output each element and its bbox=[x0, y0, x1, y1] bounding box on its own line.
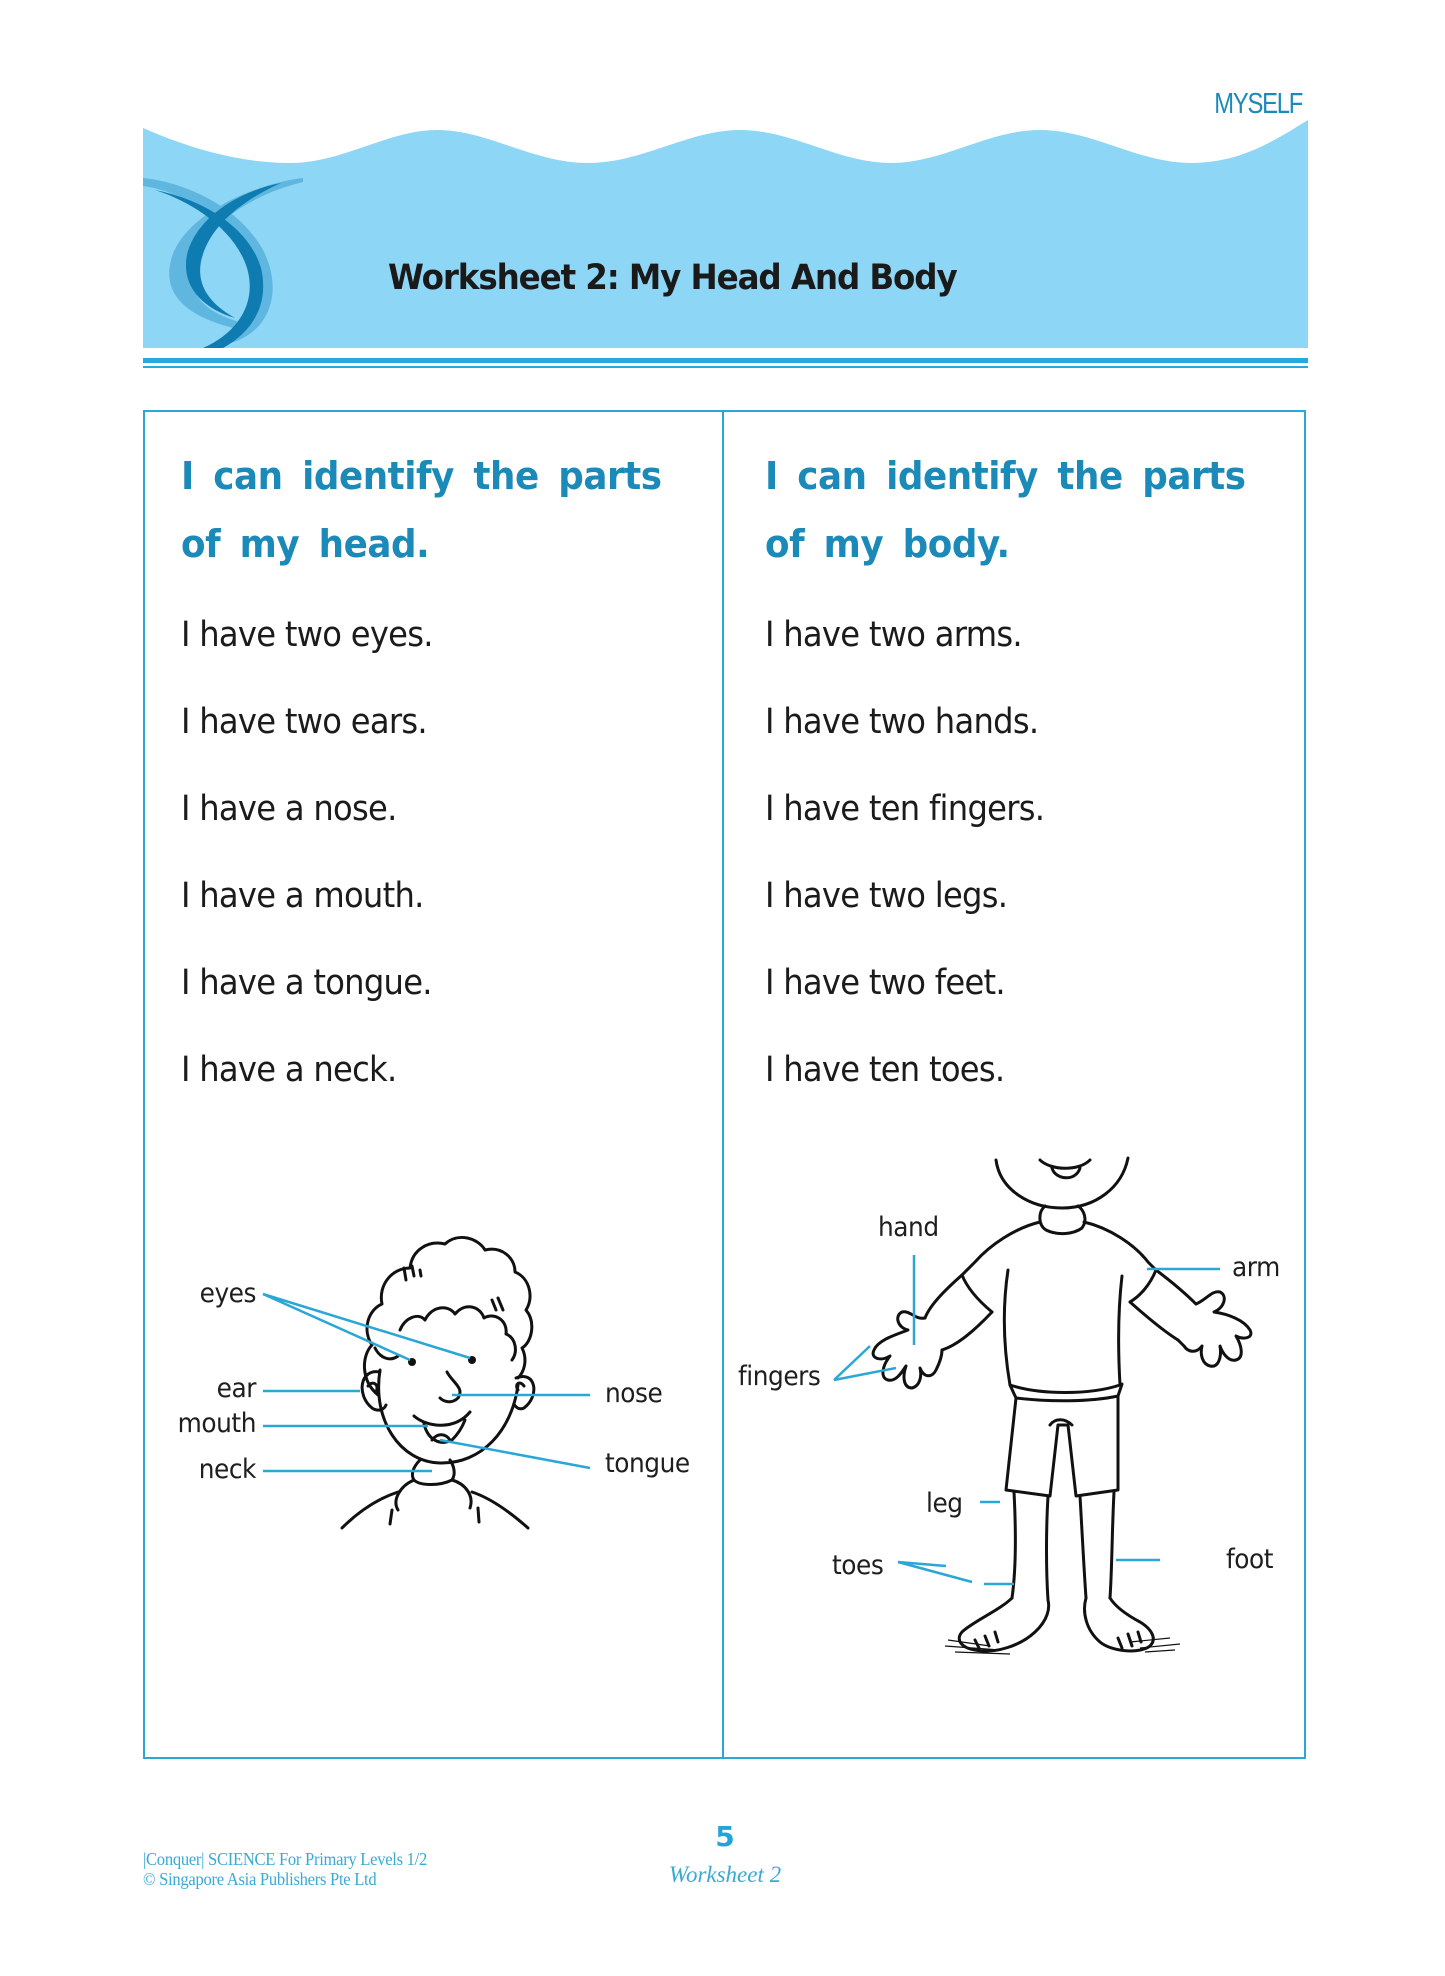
book-title: |Conquer| SCIENCE For Primary Levels 1/2 bbox=[143, 1849, 427, 1869]
label-hand: hand bbox=[878, 1212, 939, 1243]
sentence-item: I have two ears. bbox=[181, 702, 427, 742]
sentence-item: I have ten toes. bbox=[765, 1050, 1005, 1090]
sentence-item: I have two eyes. bbox=[181, 615, 433, 655]
label-tongue: tongue bbox=[605, 1448, 690, 1479]
label-eyes: eyes bbox=[199, 1278, 256, 1309]
chapter-label: MYSELF bbox=[1214, 88, 1302, 120]
body-leader-lines bbox=[834, 1255, 1220, 1584]
head-objective: I can identify the parts of my head. bbox=[181, 454, 662, 566]
label-fingers: fingers bbox=[738, 1361, 821, 1392]
label-arm: arm bbox=[1232, 1252, 1280, 1283]
label-toes: toes bbox=[832, 1550, 884, 1581]
label-nose: nose bbox=[605, 1378, 663, 1409]
body-objective: I can identify the parts of my body. bbox=[765, 454, 1246, 566]
label-leg: leg bbox=[926, 1488, 963, 1519]
sentence-item: I have a tongue. bbox=[181, 963, 432, 1003]
label-ear: ear bbox=[216, 1373, 256, 1404]
label-neck: neck bbox=[198, 1454, 256, 1485]
label-foot: foot bbox=[1226, 1544, 1274, 1575]
sentence-item: I have a neck. bbox=[181, 1050, 397, 1090]
sentence-item: I have a nose. bbox=[181, 789, 397, 829]
page-number: 5 bbox=[715, 1820, 735, 1853]
footer-credits bbox=[143, 1849, 427, 1889]
sentence-item: I have two feet. bbox=[765, 963, 1005, 1003]
sentence-item: I have a mouth. bbox=[181, 876, 424, 916]
sentence-item: I have two arms. bbox=[765, 615, 1022, 655]
sentence-item: I have two legs. bbox=[765, 876, 1008, 916]
label-mouth: mouth bbox=[177, 1408, 256, 1439]
sentence-item: I have two hands. bbox=[765, 702, 1039, 742]
worksheet-label: Worksheet 2 bbox=[668, 1862, 782, 1887]
copyright-line: © Singapore Asia Publishers Pte Ltd bbox=[143, 1869, 377, 1889]
worksheet-title: Worksheet 2: My Head And Body bbox=[388, 258, 957, 298]
sentence-item: I have ten fingers. bbox=[765, 789, 1045, 829]
